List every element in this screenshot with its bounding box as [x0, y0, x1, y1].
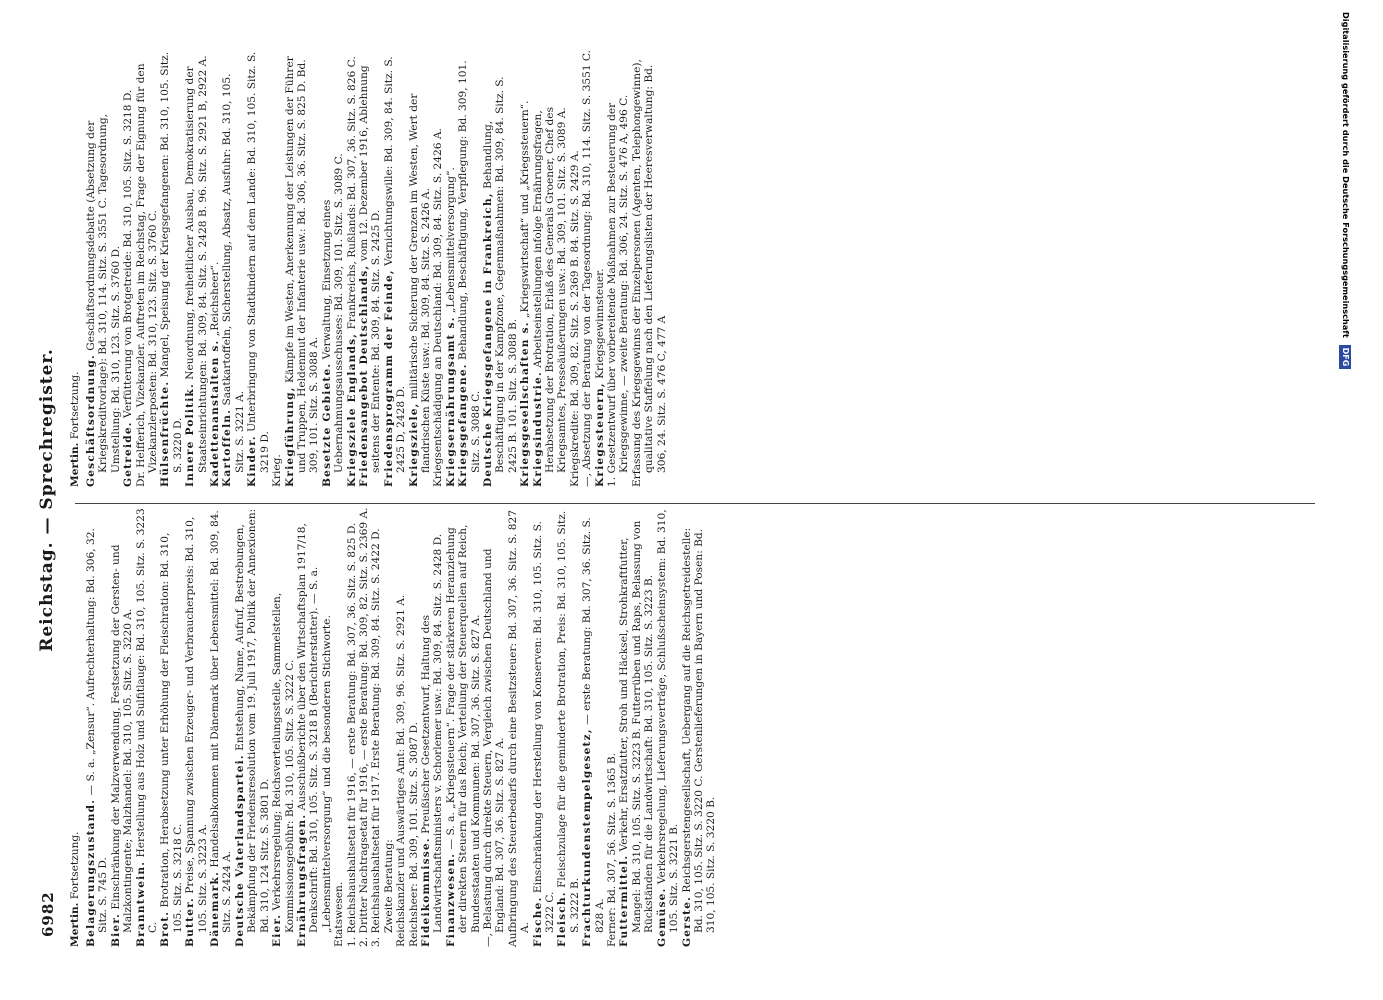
entry-lemma: Branntwein. [134, 860, 147, 947]
entry-lemma: Kriegsindustrie. [531, 371, 544, 487]
entry-lemma: Ernährungsfragen. [295, 813, 308, 947]
entry-lemma: Gerste. [680, 895, 693, 947]
index-entry: Ferner: Bd. 307, 56. Sitz. S. 1365 B. [606, 753, 619, 947]
left-entry-list [85, 507, 718, 947]
index-entry: Butter. Preise, Spannung zwischen Erzeuger- und Verbraucherpreis: Bd. 310, 105. Sitz. S. 3223 A. [184, 516, 209, 947]
index-entry: Friedensprogramm der Feinde, Vernichtungswille: Bd. 309, 84. Sitz. S. 2425 D, 2428 D. [382, 56, 408, 487]
index-entry: Kriegsziele Englands, Frankreichs, Rußlands: Bd. 307, 36. Sitz. S. 826 C. [345, 56, 358, 487]
entry-lemma: Getreide. [122, 421, 135, 487]
index-entry: Kriegsgefangene. Behandlung, Beschäftigung, Verpflegung: Bd. 309, 101. Sitz. S. 3088 C. [457, 60, 482, 487]
index-entry: Innere Politik. Neuordnung, freiheitlicher Ausbau, Demokratisierung der Staatseinrichtungen: Bd. 309, 84. Sitz. S. 2428 B. 96. Sitz. S. 2921 B, 2922 A. [184, 55, 209, 487]
entry-lemma: Deutsche Vaterlandspartei. [233, 754, 246, 947]
index-entry: Branntwein. Herstellung aus Holz und Sulfitlauge: Bd. 310, 105. Sitz. S. 3223 C. [134, 508, 160, 947]
index-entry: Kriegführung, Kämpfe im Westen, Anerkennung der Leistungen der Führer und Truppen, Heldenmut der Infanterie usw.: Bd. 306, 36. Sitz. S. 825 D. Bd. 309, 101. Sitz. S. 3088 A. [283, 56, 321, 487]
index-entry: Eier. Verkehrsregelung; Reichsverteilungsstelle, Sammelstellen, Kommissionsgebühr: Bd. 310, 105. Sitz. S. 3222 C. [271, 592, 296, 947]
entry-lemma: Fleisch. [556, 891, 569, 947]
index-entry: Reichsheer: Bd. 309, 101. Sitz. S. 3087 D. [407, 721, 420, 947]
funding-note [1326, 12, 1352, 992]
index-entry: 1. Gesetzentwurf über vorbereitende Maßnahmen zur Besteuerung der Kriegsgewinne, — zweite Beratung: Bd. 306, 24. Sitz. S. 476 A, 496 C. [606, 94, 631, 487]
index-entry: Dr. Helfferich, Vizekanzler. Auftreten im Reichstag, Frage der Eignung für den Vizekanzlerposten: Bd. 310, 123. Sitz. S. 3760 C. [134, 63, 160, 487]
entry-lemma: Kriegsziele Englands, [345, 332, 358, 487]
index-entry: Kriegsindustrie. Arbeitseinstellungen infolge Ernährungsfragen, Herabsetzung der Brotration, Erlaß des Generals Groener, Chef des Kriegsamtes, Presseäußerungen usw.: Bd. 309, 101. Sitz. S. 3089 A. [531, 106, 569, 487]
index-entry: Belagerungszustand. — S. a. „Zensur“. Aufrechterhaltung: Bd. 306, 32. Sitz. S. 745 D. [85, 528, 110, 947]
entry-lemma: Dänemark. [209, 871, 222, 947]
index-entry: Gerste. Reichsgerstengesellschaft, Uebergang auf die Reichsgetreidestelle: Bd. 310, 105. Sitz. S. 3220 C. Gerstenlieferungen in Bayern und Posen: Bd. 310, 105. Sitz. S. 3220 B. [680, 527, 718, 947]
dfg-logo: DFG [1339, 345, 1351, 370]
entry-lemma: Kriegsgefangene. [457, 363, 470, 487]
index-entry: Fleisch. Fleischzulage für die geminderte Brotration, Preis: Bd. 310, 105. Sitz. S. 3222 B. [556, 510, 581, 947]
column-divider [75, 503, 1315, 504]
index-entry: Getreide. Verfütterung von Brotgetreide: Bd. 310, 105. Sitz. S. 3218 D. [122, 89, 135, 487]
index-entry: —, Belastung durch direkte Steuern, Vergleich zwischen Deutschland und England: Bd. 307, 36. Sitz. S. 827 A. [482, 548, 507, 947]
entry-lemma: Kinder. [246, 435, 259, 487]
index-entry: Kartoffeln. Saatkartoffeln, Sicherstellung, Absatz, Ausfuhr: Bd. 310, 105. Sitz. S. 3221 A. [221, 73, 246, 487]
index-entry: Bier. Einschränkung der Malzverwendung, Festsetzung der Gersten- und Malzkontingente; Malzhandel: Bd. 310, 105. Sitz. S. 3220 A. [109, 544, 135, 947]
index-entry: Deutsche Vaterlandspartei. Entstehung, Name, Aufruf, Bestrebungen, Bekämpfung der Friedensresolution vom 19. Juli 1917, Politik der Annexionen: Bd. 310, 124 Sitz. S. 3801 D. [233, 508, 271, 947]
left-column-heading [69, 507, 82, 947]
page-number: 6982 [39, 891, 57, 937]
entry-lemma: Kriegsernährungsamt s. [444, 316, 457, 487]
index-entry: Dänemark. Handelsabkommen mit Dänemark über Lebensmittel: Bd. 309, 84. Sitz. S. 2424 A. [209, 510, 234, 947]
index-entry: Etatswesen. [333, 881, 346, 947]
index-entry: Ernährungsfragen. Ausschußberichte über den Wirtschaftsplan 1917/18, Denkschrift: Bd. 310, 105. Sitz. S. 3218 B (Berichterstatter). — S. a. „Lebensmittelversorgung“ und die besonderen Stichworte. [295, 523, 333, 947]
entry-lemma: Brot. [159, 910, 172, 947]
entry-lemma: Besetzte Gebiete. [320, 362, 333, 487]
index-entry: Futtermittel. Verkehr, Ersatzfutter, Stroh und Häcksel, Strohkraftfutter, Mangel: Bd. 310, 105. Sitz. S. 3223 B. Futterrüben und Raps, Belassung von Rückständen für die Landwirtschaft: Bd. 310, 105. Sitz. S. 3223 B. [618, 520, 656, 947]
index-entry: Kriegsernährungsamt s. „Lebensmittelversorgung“. [444, 167, 457, 487]
index-entry: 3. Reichshaushaltsetat für 1917. Erste Beratung: Bd. 309, 84. Sitz. S. 2422 D. Zweite Beratung: [370, 528, 395, 947]
entry-lemma: Fische. [531, 896, 544, 947]
page-header [35, 35, 65, 965]
index-entry: Geschäftsordnung. Geschäftsordnungsdebatte (Absetzung der Kriegskreditvorlage): Bd. 310, 114. Sitz. S. 3551 C. Tagesordnung, Umstellung: Bd. 310, 123. Sitz. S. 3760 D. [85, 113, 122, 487]
right-heading-rest: Fortsetzung. [69, 371, 81, 440]
entry-lemma: Eier. [271, 913, 284, 947]
index-entry: Fische. Einschränkung der Herstellung von Konserven: Bd. 310, 105. Sitz. S. 3222 C. [531, 521, 557, 947]
entry-lemma: Kriegsgesellschaften s. [519, 321, 532, 487]
index-entry: Frachturkundenstempelgesetz, — erste Beratung: Bd. 307, 36. Sitz. S. 828 A. [581, 517, 606, 947]
right-entry-list [85, 47, 668, 487]
running-title: Reichstag. — Sprechregister. [37, 348, 57, 652]
index-entry: Erfassung des Kriegsgewinns der Einzelpersonen (Agenten, Telephongewinne), qualitative Staffelung nach den Lieferungslisten der Heeresverwaltung: Bd. 306, 24. Sitz. S. 476 C, 477 A [630, 59, 668, 487]
index-entry: Kriegskredite: Bd. 309, 82. Sitz. S. 2369 B. 84. Sitz. S. 2429 A. [568, 150, 581, 487]
entry-lemma: Hülsenfrüchte. [159, 380, 172, 487]
index-entry: Kinder. Unterbringung von Stadtkindern auf dem Lande: Bd. 310, 105. Sitz. S. 3219 D. [246, 51, 271, 487]
document-page [35, 35, 1345, 965]
index-entry: Aufbringung des Steuerbedarfs durch eine Besitzsteuer: Bd. 307, 36. Sitz. S. 827 A. [506, 510, 532, 947]
entry-lemma: Geschäftsordnung. [85, 354, 97, 487]
funding-note-text: Digitalisierung gefördert durch die Deutsche Forschungsgemeinschaft [1341, 12, 1351, 338]
entry-lemma: Frachturkundenstempelgesetz, [581, 728, 594, 947]
entry-lemma: Friedensangebot Deutschlands, [357, 264, 370, 487]
entry-lemma: Fideikommisse. [419, 837, 432, 947]
index-entry: Finanzwesen. — S. a. „Kriegssteuern“. Frage der stärkeren Heranziehung der direkten Steuern für das Reich; Verteilung der Steuerquellen auf Reich, Bundesstaaten und Kommunen: Bd. 307, 36. Sitz. S. 827 A. [444, 524, 482, 947]
entry-lemma: Finanzwesen. [444, 852, 457, 947]
index-entry: Gemüse. Verkehrsregelung, Lieferungsverträge, Schlußscheinsystem: Bd. 310, 105. Sitz. S. 3221 B. [655, 509, 681, 947]
index-entry: Kriegssteuern, Kriegsgewinnsteuer. [593, 268, 606, 487]
left-column [69, 507, 718, 947]
right-column-heading [69, 47, 82, 487]
index-entry: Kriegsziele, militärische Sicherung der Grenzen im Westen, Wert der flandrischen Küste usw.: Bd. 309, 84. Sitz. S. 2426 A. [407, 93, 432, 487]
left-heading-name: Mertin. [69, 902, 81, 947]
entry-lemma: Kriegssteuern, [593, 382, 606, 487]
entry-lemma: Kadettenanstalten s. [209, 339, 222, 487]
entry-lemma: Bier. [109, 912, 122, 947]
index-entry: 2. Dritter Nachtragsetat für 1916, — erste Beratung: Bd. 309, 82. Sitz. S. 2369 A. [357, 507, 370, 947]
entry-lemma: Belagerungszustand. [85, 798, 97, 947]
right-column [69, 47, 668, 487]
index-entry: Brot. Brotration, Herabsetzung unter Erhöhung der Fleischration: Bd. 310, 105. Sitz. S. 3218 C. [159, 532, 184, 947]
entry-lemma: Friedensprogramm der Feinde, [382, 269, 395, 487]
left-heading-rest: Fortsetzung. [69, 831, 81, 900]
index-entry: Kriegsentschädigung an Deutschland: Bd. 309, 84. Sitz. S. 2426 A. [432, 128, 445, 487]
entry-lemma: Kartoffeln. [221, 408, 234, 487]
index-entry: Hülsenfrüchte. Mangel, Speisung der Kriegsgefangenen: Bd. 310, 105. Sitz. S. 3220 D. [159, 51, 184, 487]
index-entry: Reichskanzler und Auswärtiges Amt: Bd. 309, 96. Sitz. S. 2921 A. [395, 594, 408, 947]
entry-lemma: Futtermittel. [618, 854, 631, 947]
index-entry: 1. Reichshaushaltsetat für 1916, — erste Beratung: Bd. 307, 36. Sitz. S. 825 D. [345, 522, 358, 947]
index-entry: Krieg. [271, 454, 284, 487]
index-entry: Kadettenanstalten s. „Reichsheer“. [209, 261, 222, 487]
index-entry: Deutsche Kriegsgefangene in Frankreich, Behandlung, Beschäftigung in der Kampfzone, Gegenmaßnahmen: Bd. 309, 84. Sitz. S. 2425 B. 101. Sitz. S. 3088 B. [482, 76, 519, 487]
index-entry: Besetzte Gebiete. Verwaltung, Einsetzung eines Uebernahmungsausschusses: Bd. 309, 101. Sitz. S. 3089 C. [320, 153, 346, 487]
entry-lemma: Deutsche Kriegsgefangene in Frankreich, [482, 192, 494, 487]
index-entry: Friedensangebot Deutschlands, vom 12. Dezember 1916, Ablehnung seitens der Entente: Bd. 309, 84. Sitz. S. 2425 D. [357, 65, 383, 487]
index-entry: Kriegsgesellschaften s. „Kriegswirtschaft“ und „Kriegssteuern“. [519, 100, 532, 487]
entry-lemma: Kriegsziele, [407, 402, 420, 487]
right-heading-name: Mertin. [69, 442, 81, 487]
index-entry: —, Absetzung der Beratung von der Tagesordnung: Bd. 310, 114. Sitz. S. 3551 C. [581, 49, 594, 487]
entry-lemma: Innere Politik. [184, 383, 197, 487]
entry-lemma: Gemüse. [655, 887, 668, 947]
index-entry: Fideikommisse. Preußischer Gesetzentwurf, Haltung des Landwirtschaftsministers v. Schorlemer usw.: Bd. 309, 84. Sitz. S. 2428 D. [419, 533, 445, 947]
entry-lemma: Kriegführung, [283, 386, 296, 487]
entry-lemma: Butter. [184, 897, 197, 947]
